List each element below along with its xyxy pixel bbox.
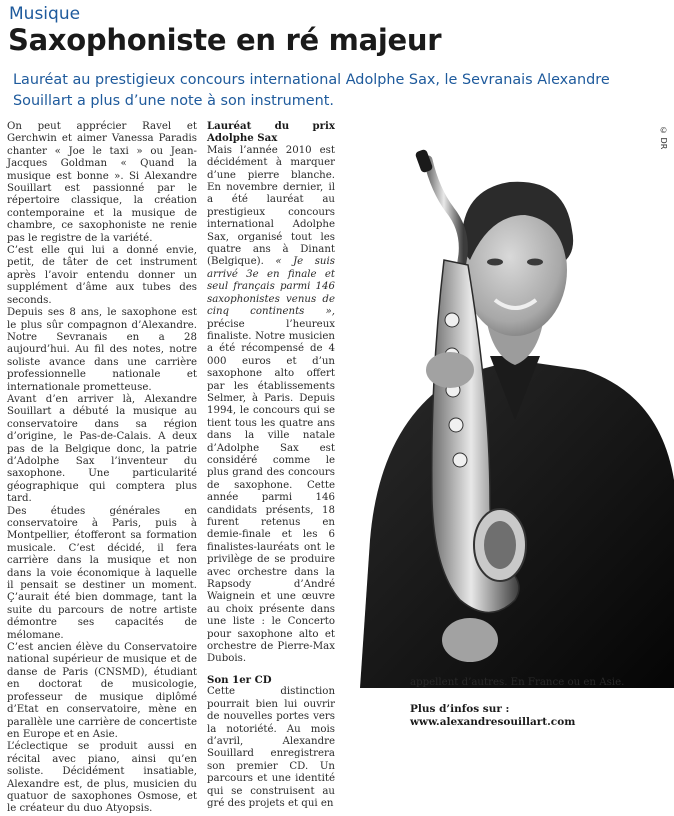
paragraph-continuation: appellent d’autres. En France ou en Asie. bbox=[410, 677, 625, 688]
article-headline: Saxophoniste en ré majeur bbox=[8, 23, 442, 57]
photo-credit: © DR bbox=[659, 126, 668, 150]
paragraph-text: Mais l’année 2010 est décidément à marquer d’une pierre blanche. En novembre dernier, il a été lauréat au prestigieux concours international Adolphe Sax, organisé tout les quatre ans à Dinant (Belgique). bbox=[207, 144, 335, 268]
paragraph: C’est elle qui lui a donné envie, petit, de tâter de cet instrument après l’avoir entendu donner un supplément d’âme aux tubes des seconds. bbox=[7, 245, 197, 306]
more-info-label: Plus d’infos sur : bbox=[410, 703, 510, 715]
subheading: Lauréat du prix Adolphe Sax bbox=[207, 120, 335, 145]
article-column-1 bbox=[7, 121, 197, 816]
paragraph: Cette distinction pourrait bien lui ouvrir de nouvelles portes vers la notoriété. Au mois d’avril, Alexandre Souillard enregistrera son premier CD. Un parcours et une identité qui se construisent au gré des projets et qui en bbox=[207, 686, 335, 809]
paragraph: On peut apprécier Ravel et Gerchwin et aimer Vanessa Paradis chanter « Joe le taxi » ou Jean-Jacques Goldman « Quand la musique est bonne ». Si Alexandre Souillart est passionné par le répertoire classique, la création contemporaine et la musique de chambre, ce saxophoniste ne renie pas le registre de la variété. bbox=[7, 121, 197, 244]
more-info bbox=[410, 703, 670, 729]
saxophonist-photo bbox=[340, 120, 674, 688]
article-column-2 bbox=[207, 120, 335, 810]
portrait-illustration bbox=[340, 120, 674, 688]
paragraph: L’éclectique se produit aussi en récital avec piano, ainsi qu’en soliste. Décidément insatiable, Alexandre est, de plus, musicien du quatuor de saxophones Osmose, et le créateur du duo Atyopsis. bbox=[7, 741, 197, 815]
article-standfirst: Lauréat au prestigieux concours international Adolphe Sax, le Sevranais Alexandre Souillart a plus d’une note à son instrument. bbox=[13, 72, 610, 109]
subheading: Son 1er CD bbox=[207, 673, 272, 686]
paragraph: Depuis ses 8 ans, le saxophone est le plus sûr compagnon d’Alexandre. Notre Sevranais en a 28 aujourd’hui. Au fil des notes, notre soliste avance dans une carrière professionnelle nationale et internationale prometteuse. bbox=[7, 307, 197, 393]
quote: « Je suis arrivé 3e en finale et seul français parmi 146 saxophonistes venus de cinq continents », bbox=[207, 256, 335, 318]
paragraph: Des études générales en conservatoire à Paris, puis à Montpellier, étofferont sa formation musicale. C’est décidé, il fera carrière dans la musique et non dans la voie économique à laquelle il pensait se destiner un moment. Ç’aurait été bien dommage, tant la suite du parcours de notre artiste démontre ses capacités de mélomane. bbox=[7, 505, 197, 641]
more-info-url: www.alexandresouillart.com bbox=[410, 716, 576, 728]
paragraph bbox=[207, 145, 335, 666]
paragraph: C’est ancien élève du Conservatoire national supérieur de musique et de danse de Paris (CNSMD), étudiant en doctorat de musicologie, professeur de musique diplômé d’Etat en conservatoire, mène en parallèle une carrière de concertiste en Europe et en Asie. bbox=[7, 642, 197, 740]
paragraph-text: précise l’heureux finaliste. Notre musicien a été récompensé de 4 000 euros et d’un saxophone alto offert par les établissements Selmer, à Paris. Depuis 1994, le concours qui se tient tous les quatre ans dans la ville natale d’Adolphe Sax est considéré comme le plus grand des concours de saxophone. Cette année parmi 146 candidats présents, 18 furent retenus en demie-finale et les 6 finalistes-lauréats ont le privilège de se produire avec orchestre dans la Rapsody d’André Waignein et une œuvre au choix présente dans une liste : le Concerto pour saxophone alto et orchestre de Pierre-Max Dubois. bbox=[207, 318, 335, 665]
section-rubric: Musique bbox=[9, 4, 81, 24]
paragraph: Avant d’en arriver là, Alexandre Souillart a débuté la musique au conservatoire dans sa région d’origine, le Pas-de-Calais. A deux pas de la Belgique donc, la patrie d’Adolphe Sax l’inventeur du saxophone. Une particularité géographique qui comptera plus tard. bbox=[7, 393, 197, 505]
